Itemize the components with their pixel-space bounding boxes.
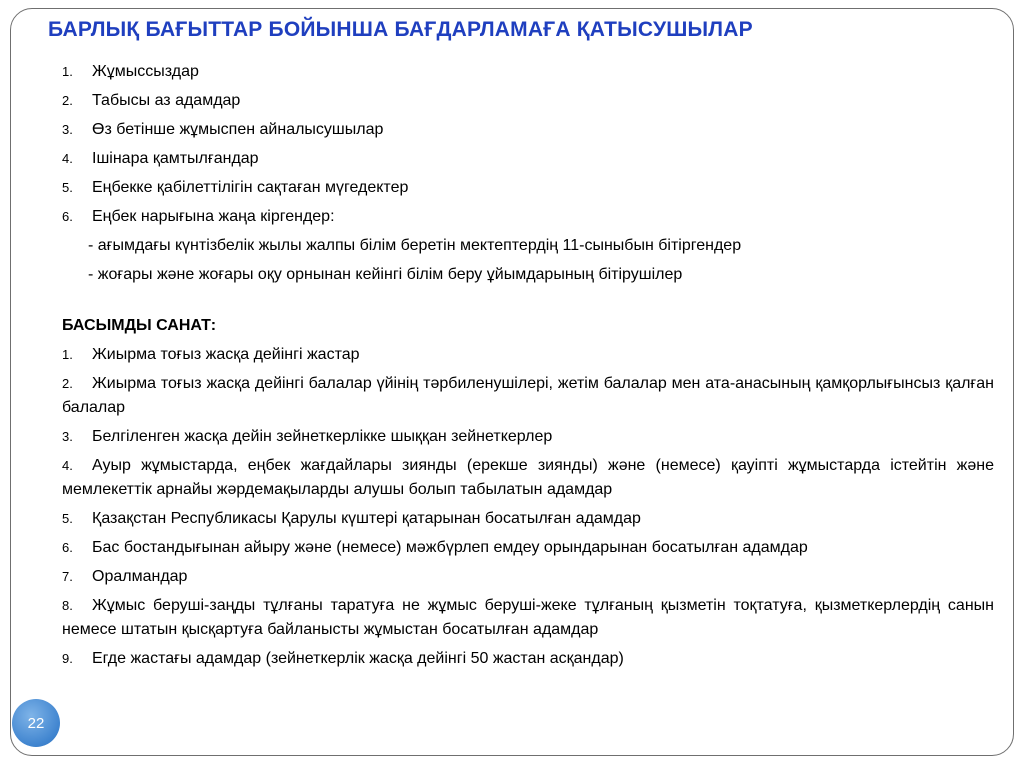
list-number: 3.	[62, 122, 73, 137]
list-item	[62, 647, 994, 671]
list-text: Жиырма тоғыз жасқа дейінгі балалар үйінің тәрбиленушілері, жетім балалар мен ата-анасының қамқорлығынсыз қалған балалар	[62, 375, 994, 416]
list-number: 9.	[62, 651, 73, 666]
list-text: Ішінара қамтылғандар	[92, 150, 259, 167]
list-item	[62, 118, 994, 142]
list-number: 4.	[62, 151, 73, 166]
list-text: Бас бостандығынан айыру және (немесе) мәжбүрлеп емдеу орындарынан босатылған адамдар	[92, 539, 808, 556]
list-text: Табысы аз адамдар	[92, 92, 241, 109]
spacer	[62, 292, 994, 314]
list-item	[62, 425, 994, 449]
list-item	[62, 205, 994, 229]
list-item	[62, 565, 994, 589]
list-number: 1.	[62, 347, 73, 362]
list-text: Қазақстан Республикасы Қарулы күштері қатарынан босатылған адамдар	[92, 510, 641, 527]
list-text: Еңбек нарығына жаңа кіргендер:	[92, 208, 335, 225]
list-item	[62, 343, 994, 367]
list-number: 2.	[62, 93, 73, 108]
list-number: 5.	[62, 180, 73, 195]
list-item	[62, 454, 994, 502]
priority-heading: БАСЫМДЫ САНАТ:	[62, 317, 217, 334]
list-item	[62, 89, 994, 113]
list-text: Ауыр жұмыстарда, еңбек жағдайлары зиянды (ерекше зиянды) және (немесе) қауіпті жұмыстарда істейтін және мемлекеттік арнайы жәрдемақыларды алушы болып табылатын адамдар	[62, 457, 994, 498]
list-text: Жұмыссыздар	[92, 63, 199, 80]
page-number-badge: 22	[12, 699, 60, 747]
list-item	[62, 147, 994, 171]
list-text: Жұмыс беруші-заңды тұлғаны таратуға не жұмыс беруші-жеке тұлғаның қызметін тоқтатуға, қызметкерлердің санын немесе штатын қысқартуға байланысты жұмыстан босатылған адамдар	[62, 597, 994, 638]
list-item	[62, 176, 994, 200]
list-number: 2.	[62, 376, 73, 391]
list-text: Жиырма тоғыз жасқа дейінгі жастар	[92, 346, 360, 363]
slide-content	[62, 60, 994, 676]
list-number: 7.	[62, 569, 73, 584]
list-text: Егде жастағы адамдар (зейнеткерлік жасқа дейінгі 50 жастан асқандар)	[92, 650, 624, 667]
list-text: Белгіленген жасқа дейін зейнеткерлікке шыққан зейнеткерлер	[92, 428, 553, 445]
list-number: 6.	[62, 540, 73, 555]
list-number: 6.	[62, 209, 73, 224]
sub-item: - ағымдағы күнтізбелік жылы жалпы білім беретін мектептердің 11-сыныбын бітіргендер	[88, 237, 742, 254]
list-item	[62, 594, 994, 642]
list-number: 5.	[62, 511, 73, 526]
slide-title: БАРЛЫҚ БАҒЫТТАР БОЙЫНША БАҒДАРЛАМАҒА ҚАТЫСУШЫЛАР	[48, 18, 753, 41]
list-number: 4.	[62, 458, 73, 473]
list-text: Оралмандар	[92, 568, 188, 585]
list-item	[62, 372, 994, 420]
list-number: 3.	[62, 429, 73, 444]
sub-item: - жоғары және жоғары оқу орнынан кейінгі білім беру ұйымдарының бітірушілер	[88, 266, 683, 283]
list-number: 8.	[62, 598, 73, 613]
list-item	[62, 536, 994, 560]
list-item	[62, 507, 994, 531]
list-text: Өз бетінше жұмыспен айналысушылар	[92, 121, 384, 138]
list-text: Еңбекке қабілеттілігін сақтаған мүгедектер	[92, 179, 409, 196]
list-item	[62, 60, 994, 84]
list-number: 1.	[62, 64, 73, 79]
